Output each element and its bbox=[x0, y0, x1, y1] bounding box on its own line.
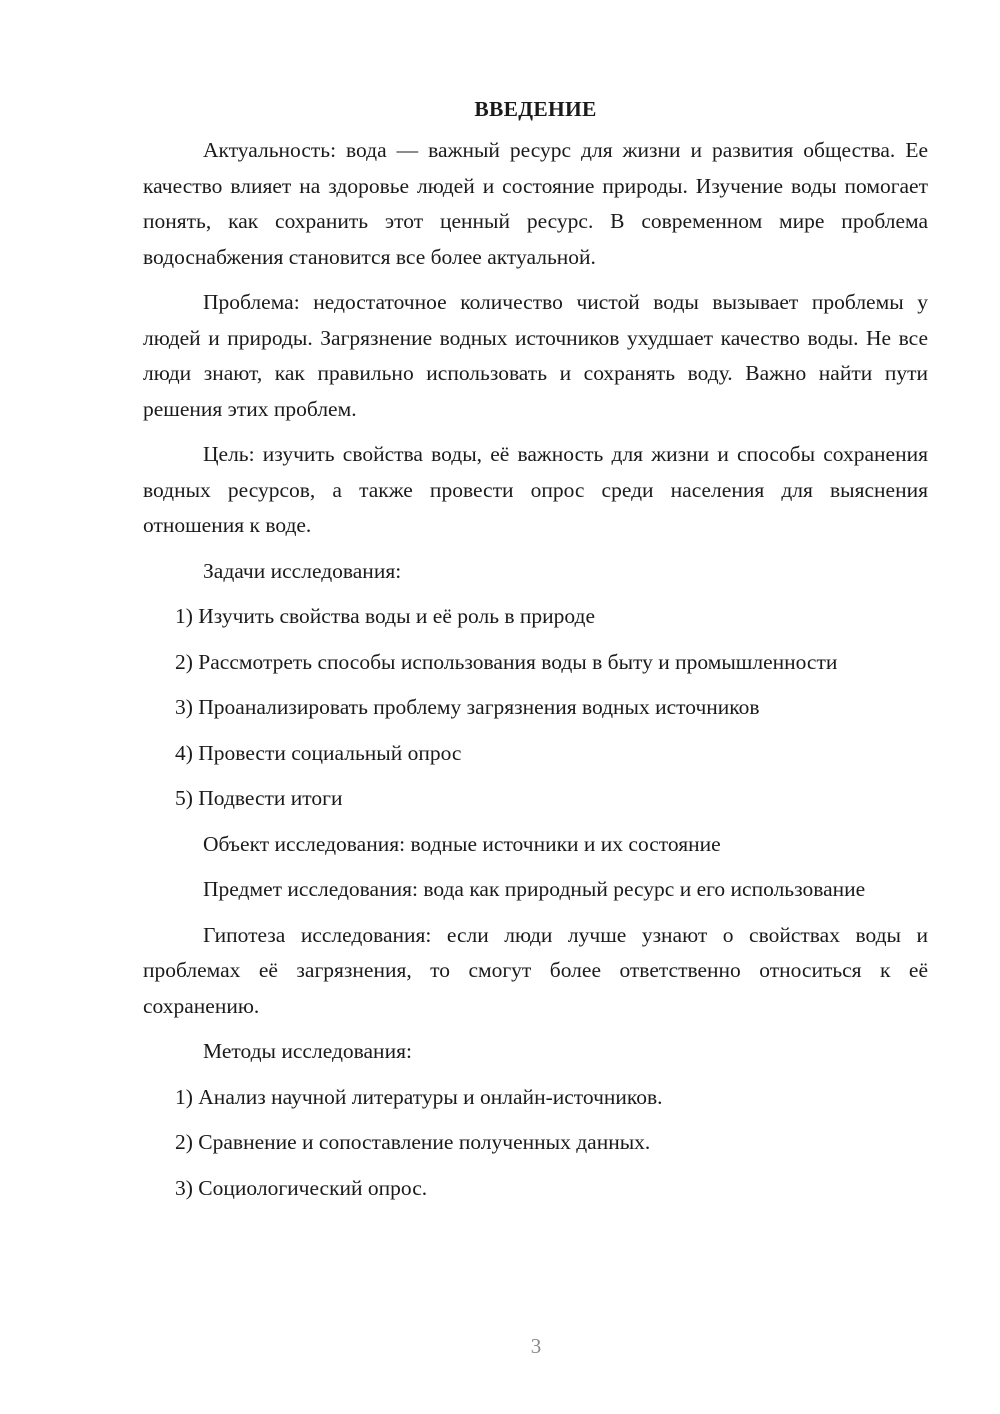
object-paragraph: Объект исследования: водные источники и их состояние bbox=[203, 831, 721, 856]
task-item: 1) Изучить свойства воды и её роль в природе bbox=[175, 604, 596, 628]
methods-title: Методы исследования: bbox=[203, 1039, 412, 1063]
methods-list bbox=[143, 1080, 928, 1207]
tasks-title: Задачи исследования: bbox=[203, 558, 402, 583]
page-content bbox=[143, 92, 928, 1216]
goal-paragraph: Цель: изучить свойства воды, её важность для жизни и способы сохранения водных ресурсов, а также провести опрос среди населения для выяснения отношения к воде. bbox=[143, 442, 928, 537]
task-item: 2) Рассмотреть способы использования воды в быту и промышленности bbox=[175, 649, 838, 674]
method-item: 3) Социологический опрос. bbox=[175, 1175, 428, 1200]
relevance-paragraph: Актуальность: вода — важный ресурс для жизни и развития общества. Ее качество влияет на здоровье людей и состояние природы. Изучение воды помогает понять, как сохранить этот ценный ресурс. В современном мире проблема водоснабжения становится все более актуальной. bbox=[143, 138, 928, 269]
hypothesis-paragraph: Гипотеза исследования: если люди лучше узнают о свойствах воды и проблемах её загрязнения, то смогут более ответственно относиться к её сохранению. bbox=[143, 922, 928, 1018]
method-item: 1) Анализ научной литературы и онлайн-источников. bbox=[175, 1084, 663, 1109]
subject-paragraph: Предмет исследования: вода как природный ресурс и его использование bbox=[203, 877, 866, 901]
task-item: 4) Провести социальный опрос bbox=[175, 740, 462, 765]
task-item: 3) Проанализировать проблему загрязнения водных источников bbox=[175, 695, 760, 719]
task-item: 5) Подвести итоги bbox=[175, 786, 343, 810]
page-number: 3 bbox=[530, 1334, 542, 1358]
problem-paragraph: Проблема: недостаточное количество чистой воды вызывает проблемы у людей и природы. Загрязнение водных источников ухудшает качество воды. Не все люди знают, как правильно использовать и сохранять воду. Важно найти пути решения этих проблем. bbox=[143, 290, 928, 421]
page-heading: ВВЕДЕНИЕ bbox=[474, 97, 597, 121]
tasks-list bbox=[143, 599, 928, 817]
method-item: 2) Сравнение и сопоставление полученных данных. bbox=[175, 1130, 651, 1154]
